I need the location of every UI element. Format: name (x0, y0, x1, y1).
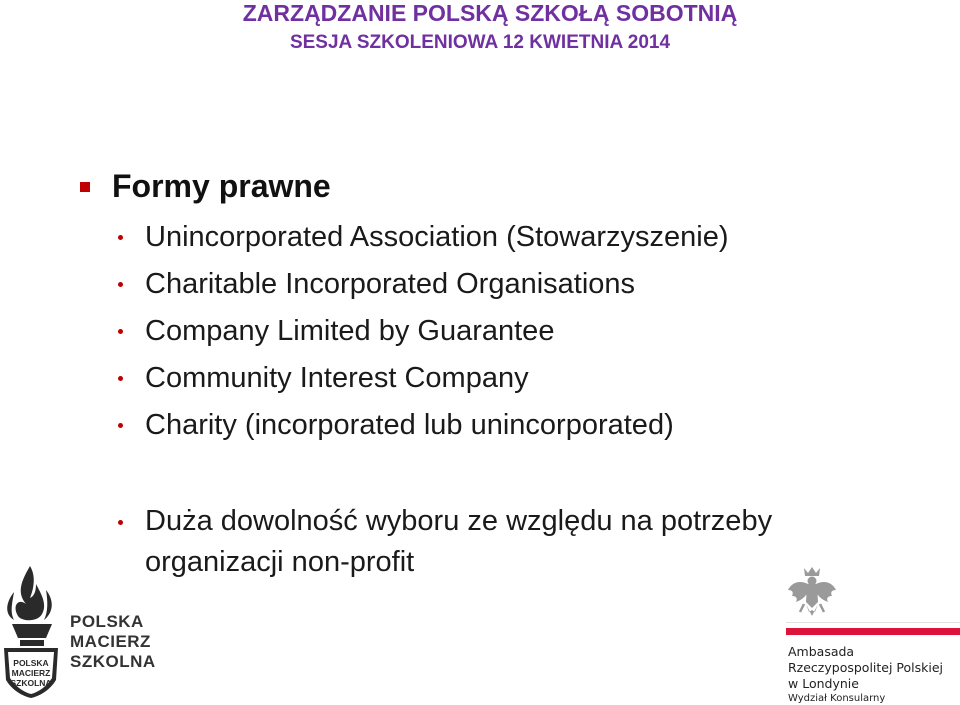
badge-line-3: SZKOLNA (10, 678, 52, 688)
bullet-dot-icon (118, 376, 123, 381)
bullet-dot-icon (118, 282, 123, 287)
section-heading (80, 166, 331, 206)
embassy-line-4: Wydział Konsularny (788, 693, 886, 704)
bullet-list (118, 216, 938, 451)
bullet-dot-icon (118, 520, 123, 525)
bullet-dot-icon (118, 235, 123, 240)
list-item-text: Charitable Incorporated Organisations (145, 268, 636, 300)
list-item-text: Company Limited by Guarantee (145, 315, 555, 347)
list-item-text: Charity (incorporated lub unincorporated) (145, 409, 674, 441)
bullet-dot-icon (118, 329, 123, 334)
note-text (145, 501, 772, 583)
list-item-text: Community Interest Company (145, 362, 529, 394)
embassy-logo (786, 566, 960, 704)
embassy-line-3: w Londynie (788, 676, 859, 691)
pms-line-1: POLSKA (70, 612, 144, 631)
list-item (118, 310, 938, 357)
note-line-1: Duża dowolność wyboru ze względu na potrzeby (145, 505, 773, 537)
pms-line-2: MACIERZ (70, 632, 151, 651)
list-item (118, 404, 938, 451)
list-item (118, 216, 938, 263)
badge-line-2: MACIERZ (11, 668, 51, 678)
bullet-dot-icon (118, 423, 123, 428)
flag-red-stripe (786, 628, 960, 635)
embassy-line-2: Rzeczypospolitej Polskiej (788, 660, 944, 675)
list-item (118, 263, 938, 310)
section-title: Formy prawne (112, 168, 331, 204)
pms-wordmark (70, 612, 156, 672)
header-subtitle: SESJA SZKOLENIOWA 12 KWIETNIA 2014 (289, 32, 671, 53)
list-item (118, 357, 938, 404)
embassy-line-1: Ambasada (788, 644, 855, 659)
list-item-text: Unincorporated Association (Stowarzyszenie) (145, 221, 729, 253)
note-line-2: organizacji non-profit (145, 546, 415, 578)
header-title: ZARZĄDZANIE POLSKĄ SZKOŁĄ SOBOTNIĄ (242, 0, 738, 26)
square-bullet-icon (80, 182, 90, 192)
polish-eagle-icon (786, 566, 838, 620)
badge-line-1: POLSKA (13, 658, 49, 668)
embassy-text (788, 644, 943, 705)
pms-line-3: SZKOLNA (70, 652, 156, 671)
